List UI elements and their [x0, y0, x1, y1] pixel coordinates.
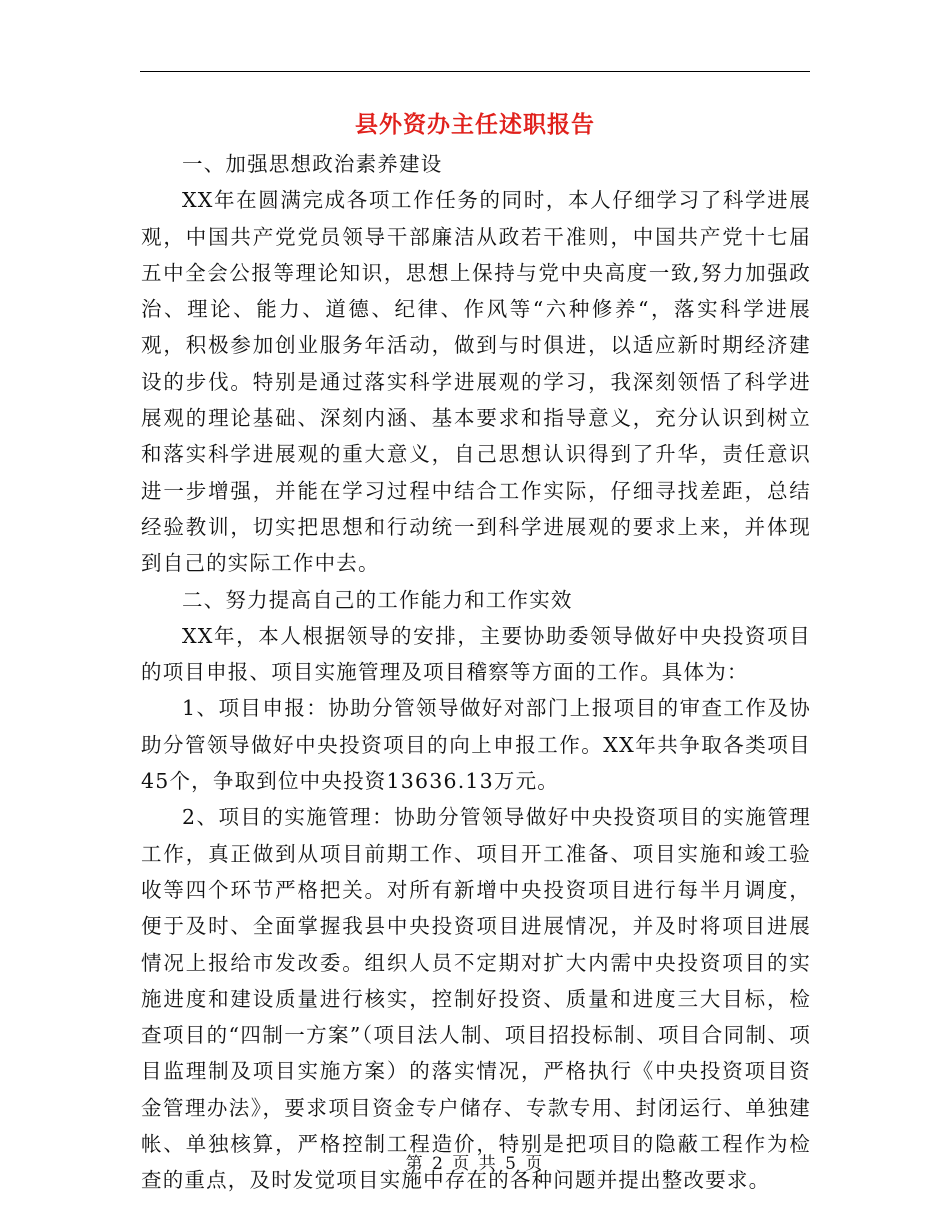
body-paragraph-2: XX年，本人根据领导的安排，主要协助委领导做好中央投资项目的项目申报、项目实施管理及项目稽察等方面的工作。具体为：: [141, 623, 811, 685]
section-heading-1: 一、加强思想政治素养建设: [182, 152, 443, 176]
document-body: [141, 146, 811, 1199]
document-title: 县外资办主任述职报告: [355, 111, 595, 138]
section-heading-2: 二、努力提高自己的工作能力和工作实效: [182, 587, 573, 612]
body-paragraph-4: 2、项目的实施管理：协助分管领导做好中央投资项目的实施管理工作，真正做到从项目前期工作、项目开工准备、项目实施和竣工验收等四个环节严格把关。对所有新增中央投资项目进行每半月调度，便于及时、全面掌握我县中央投资项目进展情况，并及时将项目进展情况上报给市发改委。组织人员不定期对扩大内需中央投资项目的实施进度和建设质量进行核实，控制好投资、质量和进度三大目标，检查项目的“四制一方案”（项目法人制、项目招投标制、项目合同制、项目监理制及项目实施方案）的落实情况，严格执行《中央投资项目资金管理办法》，要求项目资金专户储存、专款专用、封闭运行、单独建帐、单独核算，严格控制工程造价，特别是把项目的隐蔽工程作为检查的重点，及时发觉项目实施中存在的各种问题并提出整改要求。: [141, 805, 811, 1193]
page-number: 第 2 页 共 5 页: [405, 1154, 545, 1174]
body-paragraph-3: 1、项目申报：协助分管领导做好对部门上报项目的审查工作及协助分管领导做好中央投资项目的向上申报工作。XX年共争取各类项目45个，争取到位中央投资13636.13万元。: [141, 696, 811, 794]
body-paragraph-1: XX年在圆满完成各项工作任务的同时，本人仔细学习了科学进展观，中国共产党党员领导干部廉洁从政若干准则，中国共产党十七届五中全会公报等理论知识，思想上保持与党中央高度一致,努力加强政治、理论、能力、道德、纪律、作风等“六种修养“，落实科学进展观，积极参加创业服务年活动，做到与时俱进，以适应新时期经济建设的步伐。特别是通过落实科学进展观的学习，我深刻领悟了科学进展观的理论基础、深刻内涵、基本要求和指导意义，充分认识到树立和落实科学进展观的重大意义，自己思想认识得到了升华，责任意识进一步增强，并能在学习过程中结合工作实际，仔细寻找差距，总结经验教训，切实把思想和行动统一到科学进展观的要求上来，并体现到自己的实际工作中去。: [141, 188, 811, 576]
header-rule: [140, 71, 810, 72]
